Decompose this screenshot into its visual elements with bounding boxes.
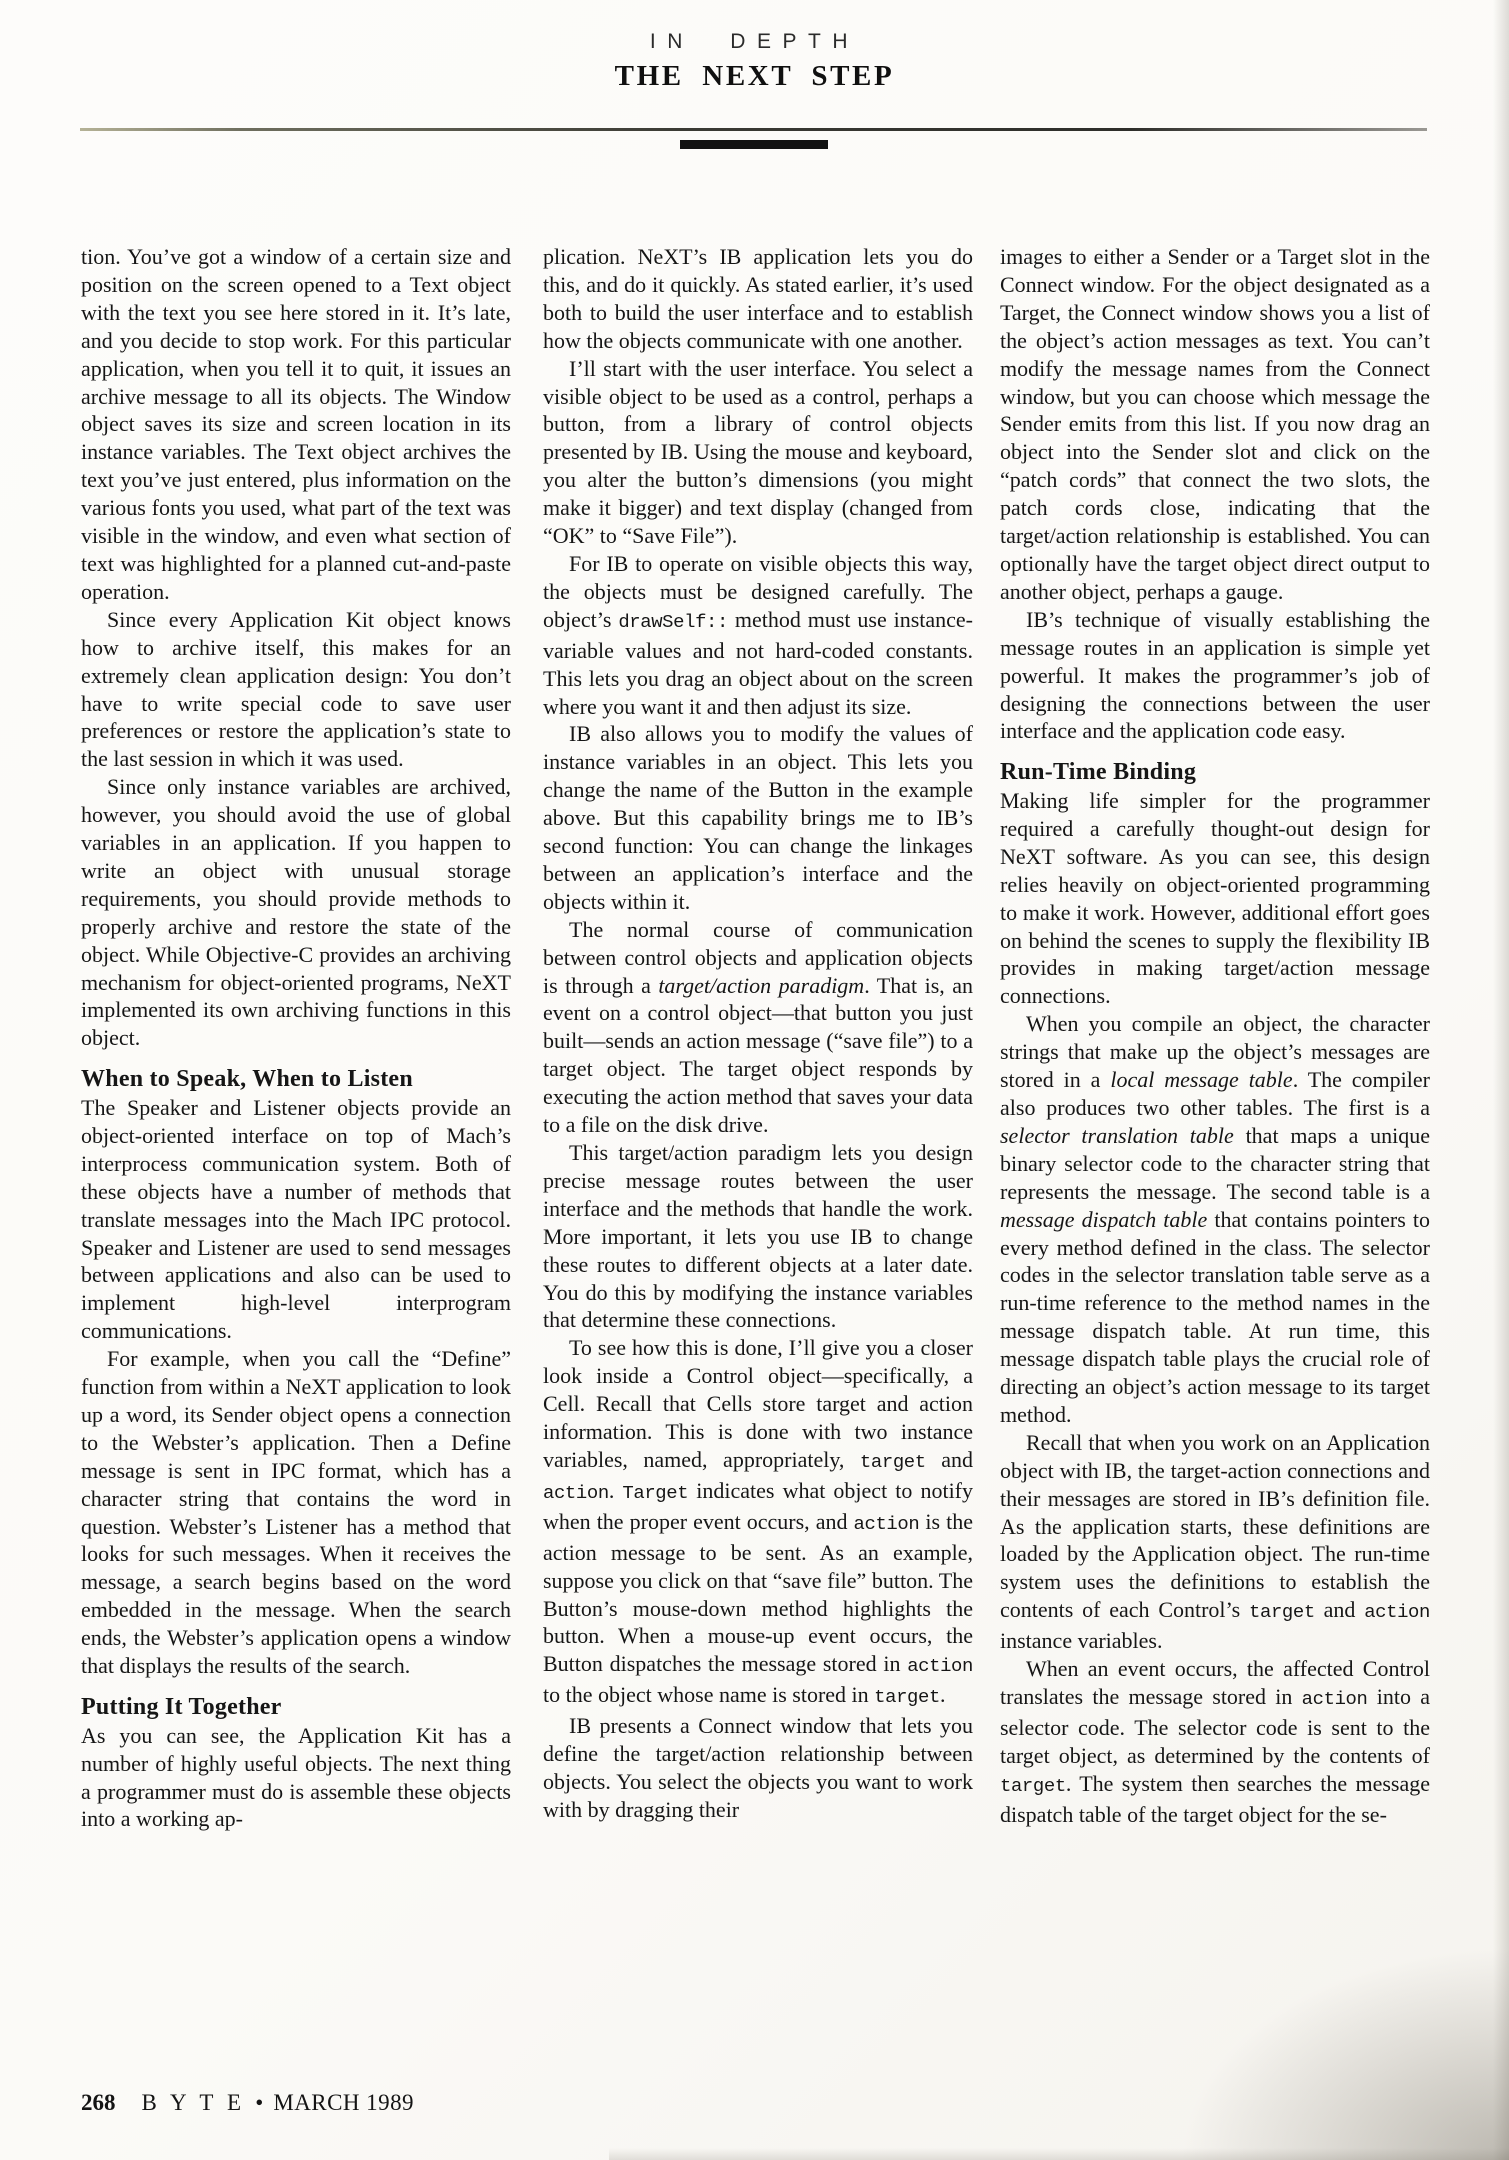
paragraph <box>1000 787 1430 1010</box>
paragraph <box>543 1712 973 1824</box>
inline-code: action <box>1364 1601 1430 1624</box>
text-column-2 <box>543 243 973 2061</box>
text-run: The normal course of communication between control objects and application objects is through a <box>543 916 973 998</box>
section-kicker: IN DEPTH <box>649 30 860 53</box>
text-run: For example, when you call the “Define” function from within a NeXT application to look up a word, its Sender object opens a connection to the Webster’s application. Then a Define message is sent in IPC format, which has a character string that contains the word in question. Webster’s Listener has a method that looks for such messages. When it receives the message, a search begins based on the word embedded in the message. When the search ends, the Webster’s application opens a window that displays the results of the search. <box>81 1346 511 1679</box>
text-run: IB’s technique of visually establishing the message routes in an application is simple yet powerful. It makes the programmer’s job of designing the connections between the user interface and the application code easy. <box>1000 606 1430 744</box>
paragraph <box>543 1139 973 1334</box>
header-rule <box>80 128 1427 131</box>
text-run: I’ll start with the user interface. You select a visible object to be used as a control, perhaps a button, from a library of control objects presented by IB. Using the mouse and keyboard, you alter the button’s dimensions (you might make it bigger) and text display (changed from “OK” to “Save File”). <box>543 355 973 549</box>
text-run: that maps a unique binary selector code to the character string that represents the message. The second table is a <box>1000 1122 1430 1204</box>
paragraph <box>543 720 973 915</box>
text-run: indicates what object to notify when the proper event occurs, and <box>543 1477 973 1534</box>
text-run: Making life simpler for the programmer required a carefully thought-out design for NeXT software. As you can see, this design relies heavily on object-oriented programming to make it work. However, additional effort goes on behind the scenes to supply the flexibility IB provides in making target/action message connections. <box>1000 788 1430 1009</box>
text-run: IB presents a Connect window that lets you define the target/action relationship between objects. You select the objects you want to work with by dragging their <box>543 1713 973 1822</box>
inline-code: Target <box>622 1481 689 1504</box>
text-run: When you compile an object, the character strings that make up the object’s messages are stored in a <box>1000 1011 1430 1093</box>
text-run: that contains pointers to every method defined in the class. The selector codes in the selector translation table serve as a run-time reference to the method names in the message dispatch table. At run time, this message dispatch table plays the crucial role of directing an object’s action message to its target method. <box>1000 1206 1430 1427</box>
inline-code: action <box>853 1512 920 1535</box>
text-run: into a selector code. The selector code is sent to the target object, as determined by the contents of <box>1000 1684 1430 1768</box>
inline-italic: target/action paradigm <box>658 972 865 998</box>
text-run: The Speaker and Listener objects provide an object-oriented interface on top of Mach’s interprocess communication system. Both of these objects have a number of methods that translate messages into the Mach IPC protocol. Speaker and Listener are used to send messages between applications and also can be used to implement high-level interprogram communications. <box>81 1094 511 1344</box>
text-run: . The compiler also produces two other tables. The first is a <box>1000 1067 1430 1120</box>
paragraph <box>81 1094 511 1345</box>
paragraph <box>543 1334 973 1712</box>
text-run: . The system then searches the message dispatch table of the target object for the se- <box>1000 1770 1430 1827</box>
text-run: is the action message to be sent. As an example, suppose you click on that “save file” button. The Button’s mouse-down method highlights the button. When a mouse-up event occurs, the Button dispatches the message stored in <box>543 1508 973 1677</box>
text-run: IB also allows you to modify the values of instance variables in an object. This lets you change the name of the Button in the example above. But this capability brings me to IB’s second function: You can change the linkages between an application’s interface and the objects within it. <box>543 721 973 914</box>
section-heading: Putting It Together <box>81 1694 282 1721</box>
text-column-3 <box>1000 243 1430 2061</box>
section-heading: When to Speak, When to Listen <box>81 1066 413 1093</box>
section-heading: Run-Time Binding <box>1000 759 1197 786</box>
text-run: As you can see, the Application Kit has a number of highly useful objects. The next thing a programmer must do is assemble these objects into a working ap- <box>81 1722 511 1832</box>
paragraph <box>543 355 973 550</box>
scan-shadow-bottom-edge <box>609 2148 1509 2160</box>
inline-code: action <box>543 1481 609 1504</box>
inline-code: target <box>874 1686 940 1709</box>
paragraph <box>81 773 511 1052</box>
inline-code: target <box>859 1450 926 1473</box>
paragraph <box>81 606 511 773</box>
paragraph <box>1000 606 1430 746</box>
text-run: Since only instance variables are archived, however, you should avoid the use of global variables in an application. If you happen to write an object with unusual storage requirements, you should provide methods to properly archive and restore the state of the object. While Objective-C provides an archiving mechanism for object-oriented programs, NeXT implemented its own archiving functions in this object. <box>81 774 511 1051</box>
paragraph <box>543 243 973 355</box>
issue-date: MARCH 1989 <box>273 2090 415 2115</box>
text-run: When an event occurs, the affected Control translates the message stored in <box>1000 1656 1430 1710</box>
inline-code: action <box>1301 1688 1368 1711</box>
paragraph <box>1000 1429 1430 1655</box>
page-footer <box>81 2090 781 2116</box>
text-run: plication. NeXT’s IB application lets you do this, and do it quickly. As stated earlier, it’s used both to build the user interface and to establish how the objects communicate with one another. <box>543 244 973 353</box>
text-run: For IB to operate on visible objects this way, the objects must be designed carefully. The object’s <box>543 550 973 632</box>
text-run: instance variables. <box>1000 1628 1163 1654</box>
text-column-1 <box>81 243 511 2061</box>
text-run: tion. You’ve got a window of a certain size and position on the screen opened to a Text object with the text you see here stored in it. It’s late, and you decide to stop work. For this particular application, when you tell it to quit, it issues an archive message to all its objects. The Window object saves its size and screen location in its instance variables. The Text object archives the text you’ve just entered, plus information on the various fonts you used, what part of the text was visible in the window, and even what section of text was highlighted for a planned cut-and-paste operation. <box>81 244 511 604</box>
inline-code: target <box>1249 1601 1315 1624</box>
text-run: . That is, an event on a control object—that button you just built—sends an action message (“save file”) to a target object. The target object responds by executing the action method that saves your data to a file on the disk drive. <box>543 972 973 1138</box>
article-title: THE NEXT STEP <box>614 60 895 92</box>
inline-code: target <box>1000 1774 1066 1797</box>
page-number: 268 <box>81 2090 116 2115</box>
text-run: . <box>608 1477 623 1503</box>
text-run: and <box>1314 1597 1365 1623</box>
paragraph <box>81 1722 511 1834</box>
text-run: method must use instance-variable values and not hard-coded constants. This lets you drag an object about on the screen where you want it and then adjust its size. <box>543 606 973 719</box>
magazine-name: B Y T E <box>141 2090 246 2115</box>
inline-italic: local message table <box>1110 1067 1293 1093</box>
title-underline-bar <box>680 140 828 149</box>
text-run: to the object whose name is stored in <box>543 1682 875 1708</box>
inline-code: drawSelf:: <box>618 610 728 633</box>
scan-shadow-right-edge <box>1493 0 1509 2160</box>
inline-italic: message dispatch table <box>1000 1206 1208 1232</box>
inline-code: action <box>907 1655 973 1678</box>
paragraph <box>1000 1655 1430 1828</box>
text-run: . <box>939 1682 946 1708</box>
inline-italic: selector translation table <box>1000 1122 1234 1148</box>
paragraph <box>81 243 511 606</box>
text-run: and <box>925 1446 973 1472</box>
text-run: images to either a Sender or a Target slot in the Connect window. For the object designated as a Target, the Connect window shows you a list of the object’s action messages as text. You can’t modify the message names from the Connect window, but you can choose which message the Sender emits from this list. If you now drag an object into the Sender slot and click on the “patch cords” that connect the two slots, the patch cords close, indicating that the target/action relationship is established. You can optionally have the target object direct output to another object, perhaps a gauge. <box>1000 244 1430 604</box>
paragraph <box>543 550 973 720</box>
paragraph <box>81 1345 511 1680</box>
text-run: To see how this is done, I’ll give you a closer look inside a Control object—specifically, a Cell. Recall that Cells store target and action information. This is done with two instance variables, named, appropriately, <box>543 1335 973 1472</box>
text-run: This target/action paradigm lets you design precise message routes between the user interface and the methods that handle the work. More important, it lets you use IB to change these routes to different objects at a later date. You do this by modifying the instance variables that determine these connections. <box>543 1140 973 1333</box>
text-run: Recall that when you work on an Application object with IB, the target-action connections and their messages are stored in IB’s definition file. As the application starts, these definitions are loaded by the Application object. The run-time system uses the definitions to establish the contents of each Control’s <box>1000 1429 1430 1623</box>
text-run: Since every Application Kit object knows how to archive itself, this makes for an extremely clean application design: You don’t have to write special code to save user preferences or restore the application’s state to the last session in which it was used. <box>81 606 511 772</box>
paragraph <box>1000 1010 1430 1429</box>
paragraph <box>1000 243 1430 606</box>
paragraph <box>543 916 973 1139</box>
footer-bullet: • <box>255 2090 264 2115</box>
